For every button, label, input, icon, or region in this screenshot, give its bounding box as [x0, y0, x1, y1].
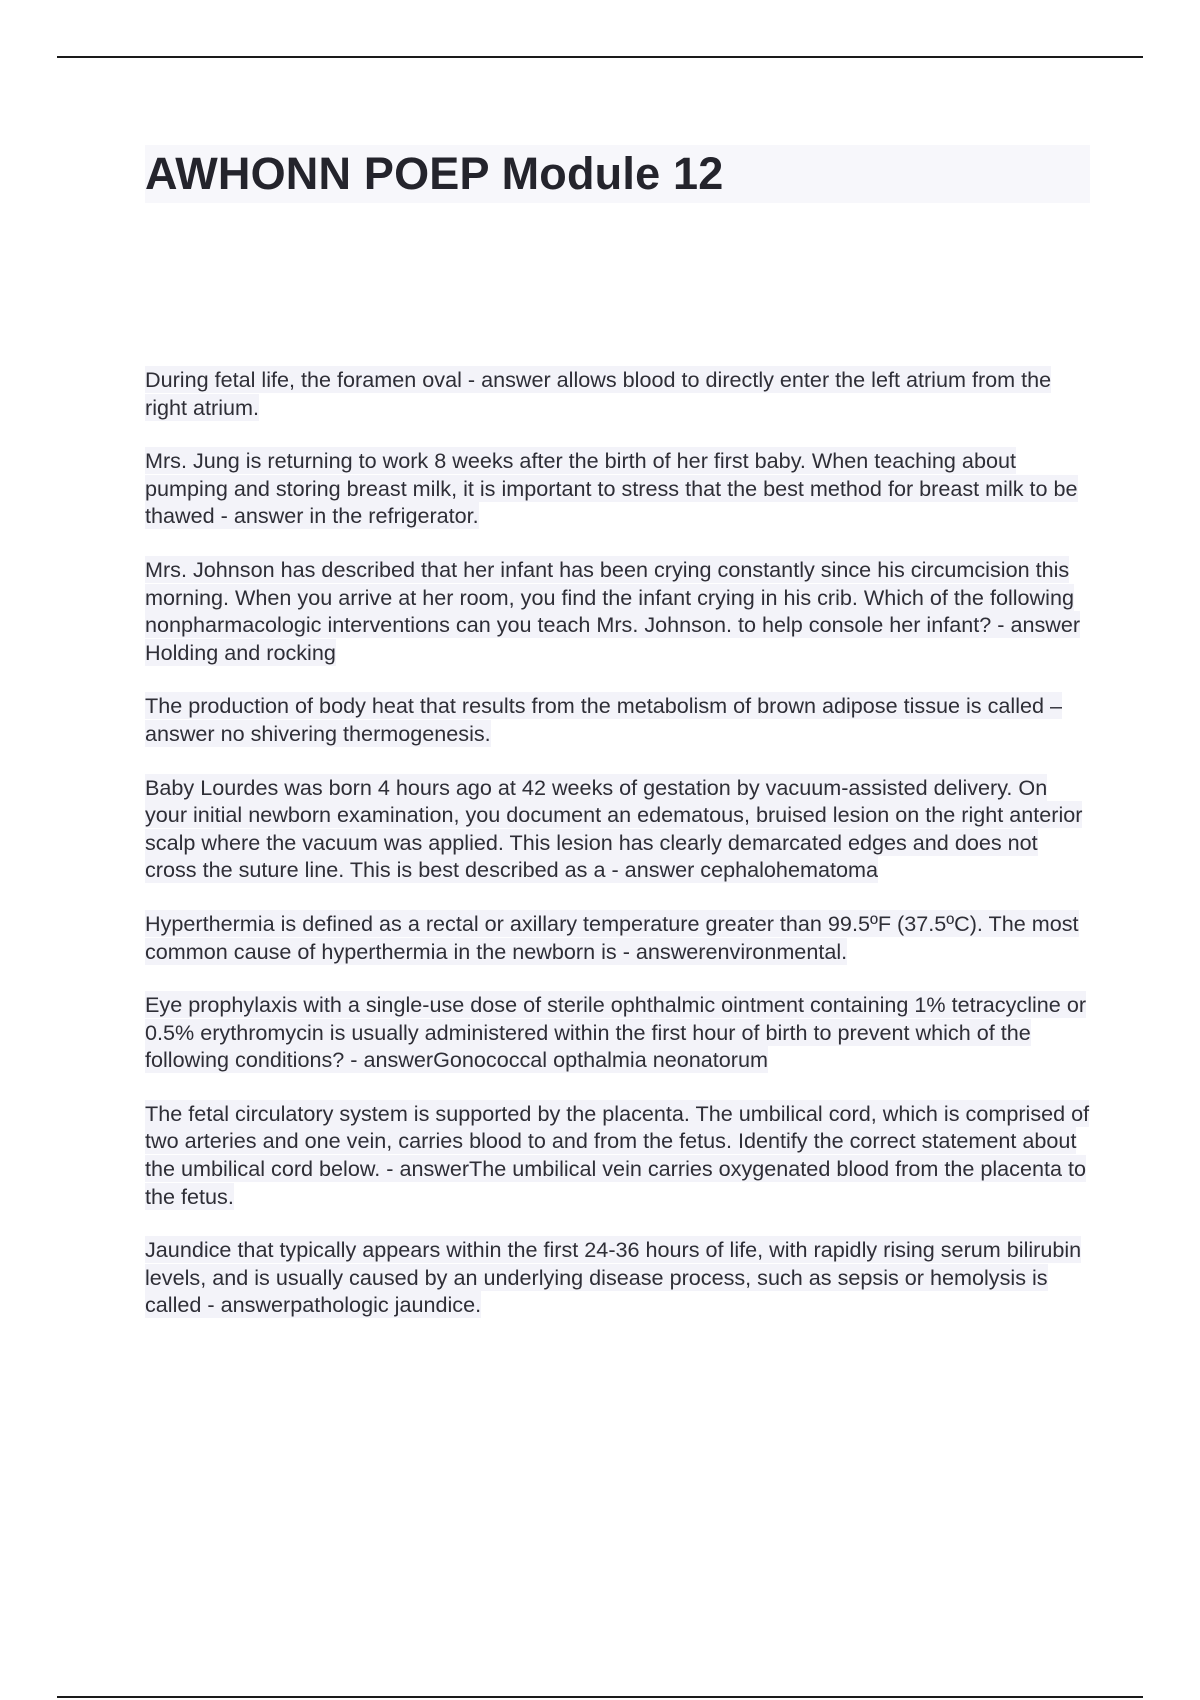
qa-text: Baby Lourdes was born 4 hours ago at 42 weeks of gestation by vacuum-assisted delivery. On your initial newborn examination, you document an edematous, bruised lesion on the right anterior scalp where the vacuum was applied. This lesion has clearly demarcated edges and does not cross the suture line. This is best described as a - answer cephalohematoma	[145, 774, 1083, 883]
bottom-rule	[57, 1696, 1143, 1698]
qa-text: Mrs. Johnson has described that her infant has been crying constantly since his circumcision this morning. When you arrive at her room, you find the infant crying in his crib. Which of the following nonpharmacologic interventions can you teach Mrs. Johnson. to help console her infant? - answer Holding and rocking	[145, 556, 1081, 665]
qa-item-5	[145, 774, 1090, 884]
qa-item-2	[145, 447, 1090, 530]
page-title: AWHONN POEP Module 12	[145, 148, 724, 199]
qa-item-1	[145, 366, 1090, 421]
qa-item-9	[145, 1236, 1090, 1319]
qa-text: During fetal life, the foramen oval - answer allows blood to directly enter the left atrium from the right atrium.	[145, 367, 1052, 420]
qa-item-6	[145, 910, 1090, 965]
qa-item-7	[145, 991, 1090, 1074]
qa-text: The production of body heat that results from the metabolism of brown adipose tissue is called – answer no shivering thermogenesis.	[145, 693, 1063, 746]
qa-item-8	[145, 1100, 1090, 1210]
qa-list	[145, 366, 1090, 1345]
qa-text: Jaundice that typically appears within the first 24-36 hours of life, with rapidly rising serum bilirubin levels, and is usually caused by an underlying disease process, such as sepsis or hemolysis is called - answerpathologic jaundice.	[145, 1237, 1082, 1318]
qa-text: Eye prophylaxis with a single-use dose of sterile ophthalmic ointment containing 1% tetracycline or 0.5% erythromycin is usually administered within the first hour of birth to prevent which of the following conditions? - answerGonococcal opthalmia neonatorum	[145, 992, 1087, 1073]
qa-item-3	[145, 556, 1090, 666]
qa-text: Mrs. Jung is returning to work 8 weeks after the birth of her first baby. When teaching about pumping and storing breast milk, it is important to stress that the best method for breast milk to be thawed - answer in the refrigerator.	[145, 448, 1078, 529]
qa-text: The fetal circulatory system is supported by the placenta. The umbilical cord, which is comprised of two arteries and one vein, carries blood to and from the fetus. Identify the correct statement about the umbilical cord below. - answerThe umbilical vein carries oxygenated blood from the placenta to the fetus.	[145, 1100, 1090, 1209]
top-rule	[57, 56, 1143, 58]
qa-text: Hyperthermia is defined as a rectal or axillary temperature greater than 99.5ºF (37.5ºC). The most common cause of hyperthermia in the newborn is - answerenvironmental.	[145, 910, 1079, 964]
qa-item-4	[145, 692, 1090, 747]
